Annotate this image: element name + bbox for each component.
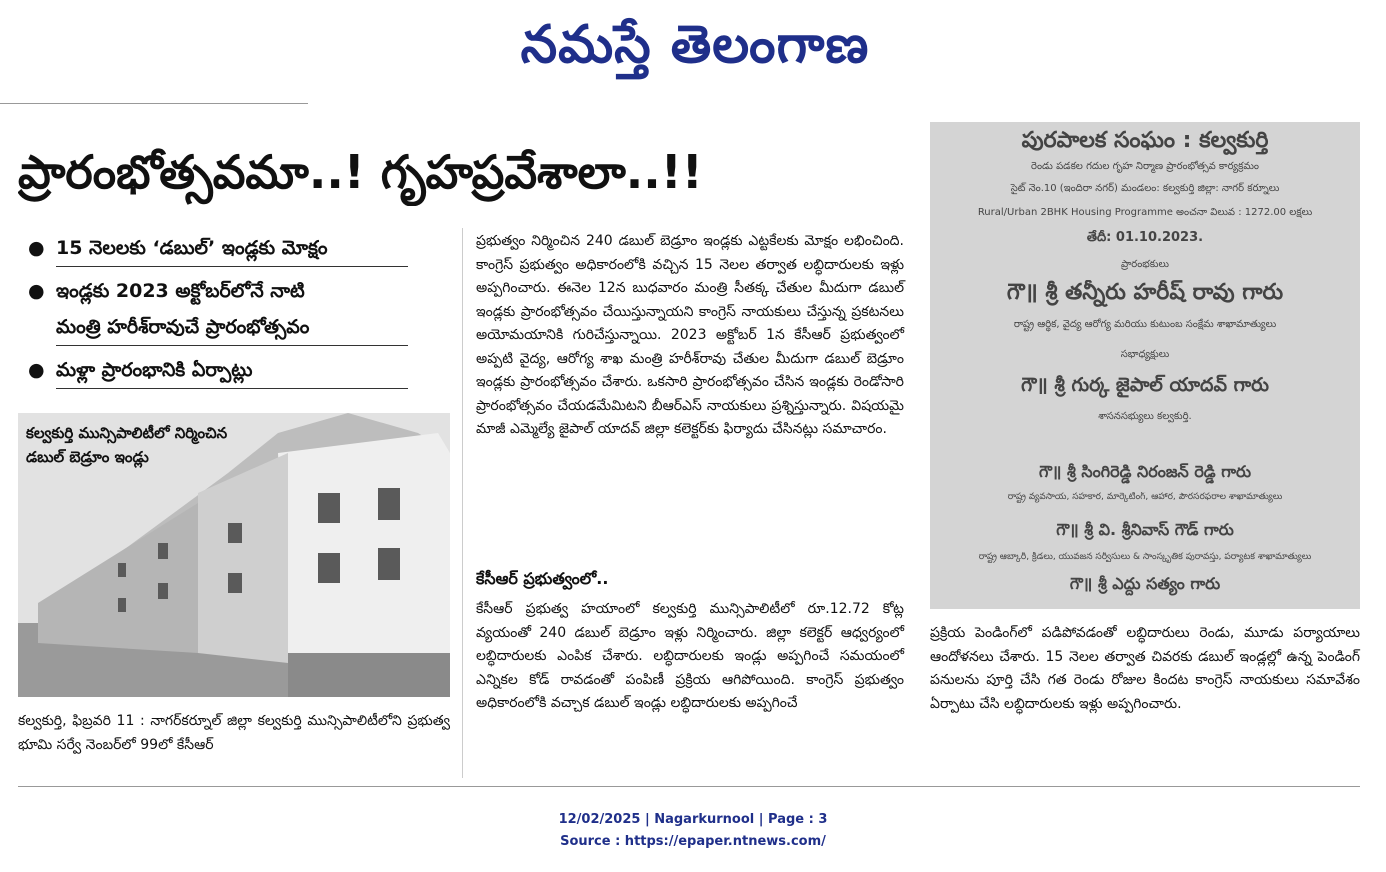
plaque-line: సైట్ నెం.10 (ఇందిరా నగర్) మండలం: కల్వకుర్తి జిల్లా: నాగర్ కర్నూలు (1010, 183, 1280, 194)
bullet-item (18, 230, 408, 267)
plaque-line: రెండు పడకల గదుల గృహ నిర్మాణ ప్రారంభోత్సవ కార్యక్రమం (1031, 161, 1259, 172)
article-headline: ప్రారంభోత్సవమా..! గృహప్రవేశాలా..!! (18, 145, 703, 199)
footer-source: Source : https://epaper.ntnews.com/ (560, 834, 826, 849)
inauguration-plaque-photo (930, 122, 1360, 609)
bullet-icon: ● (28, 359, 45, 381)
plaque-line: రాష్ట్ర వ్యవసాయ, సహకార, మార్కెటింగ్, ఆహార, పౌరసరఫరాల శాఖామాత్యులు (1007, 492, 1283, 502)
plaque-name: గౌ॥ శ్రీ వి. శ్రీనివాస్ గౌడ్ గారు (1056, 520, 1234, 539)
article-text-col2-continued: కేసీఆర్ ప్రభుత్వ హయాంలో కల్వకుర్తి మున్సిపాలిటీలో రూ.12.72 కోట్ల వ్యయంతో 240 డబుల్ బెడ్రూం ఇళ్లు నిర్మించారు. జిల్లా కలెక్టర్ ఆధ్వర్యంలో లబ్ధిదారులకు ఎంపిక చేశారు. లబ్ధిదారులకు ఇండ్లు అప్పగించే సమయంలో ఎన్నికల కోడ్ రావడంతో పంపిణీ ప్రక్రియ ఆగిపోయింది. కాంగ్రెస్ ప్రభుత్వం అధికారంలోకి వచ్చాక డబుల్ ఇండ్లు లబ్ధిదారులకు అప్పగించే (476, 601, 904, 711)
footer-date-page: 12/02/2025 | Nagarkurnool | Page : 3 (558, 812, 828, 827)
bullet-item (18, 352, 408, 389)
photo-caption: కల్వకుర్తి మున్సిపాలిటీలో నిర్మించిన డబుల్ బెడ్రూం ఇండ్లు (26, 424, 228, 466)
plaque-name: గౌ॥ శ్రీ గుర్క జైపాల్ యాదవ్ గారు (1021, 374, 1269, 396)
bullet-icon: ● (28, 280, 45, 302)
plaque-title: పురపాలక సంఘం : కల్వకుర్తి (1021, 128, 1269, 153)
highlight-bullets (18, 230, 408, 395)
plaque-line: శాసనసభ్యులు కల్వకుర్తి. (1098, 411, 1192, 422)
top-divider (0, 103, 308, 104)
article-text-col2: ప్రభుత్వం నిర్మించిన 240 డబుల్ బెడ్రూం ఇండ్లకు ఎట్టకేలకు మోక్షం లభించింది. కాంగ్రెస్ ప్రభుత్వం అధికారంలోకి వచ్చిన 15 నెలల తర్వాత లబ్ధిదారులకు ఇళ్లు అప్పగించారు. ఈనెల 12న బుధవారం మంత్రి సీతక్క చేతుల మీదుగా డబుల్ ఇండ్లకు ప్రారంభోత్సవం చేయిస్తున్నాయని కాంగ్రెస్ నాయకులు చేస్తున్న ప్రకటనలు అయోమయానికి గురిచేస్తున్నాయి. 2023 అక్టోబర్ 1న కేసీఆర్ ప్రభుత్వంలో అప్పటి వైద్య, ఆరోగ్య శాఖ మంత్రి హరీశ్‌రావు చేతుల మీదుగా డబుల్ బెడ్రూం ఇండ్లకు ప్రారంభోత్సవం చేశారు. ఒకసారి ప్రారంభోత్సవం చేసిన ఇండ్లకు రెండోసారి ప్రారంభోత్సవం చేయడమేమిటని బీఆర్‌ఎస్ నాయకులు ప్రశ్నిస్తున్నారు. విషయమై మాజీ ఎమ్మెల్యే జైపాల్ యాదవ్ జిల్లా కలెక్టర్‌కు ఫిర్యాదు చేసినట్లు సమాచారం. (476, 233, 904, 437)
article-text-col1: కల్వకుర్తి, ఫిబ్రవరి 11 : నాగర్‌కర్నూల్ జిల్లా కల్వకుర్తి మున్సిపాలిటీలోని ప్రభుత్వ భూమి సర్వే నెంబర్‌లో 99లో కేసీఆర్ (18, 713, 450, 753)
bottom-divider (18, 786, 1360, 787)
article-subheading: కేసీఆర్ ప్రభుత్వంలో.. (476, 569, 609, 588)
article-text-col3: ప్రక్రియ పెండింగ్‌లో పడిపోవడంతో లబ్ధిదారులు రెండు, మూడు పర్యాయాలు ఆందోళనలు చేశారు. 15 నెలల తర్వాత చివరకు డబుల్ ఇండ్లల్లో ఉన్న పెండింగ్ పనులను పూర్తి చేసి గత రెండు రోజుల కిందట కాంగ్రెస్ నాయకులు సమావేశం ఏర్పాటు చేసి లబ్ధిదారులకు ఇళ్లు అప్పగించారు. (930, 625, 1360, 712)
bullet-text-continued: మంత్రి హరీశ్‌రావుచే ప్రారంభోత్సవం (56, 309, 408, 346)
bullet-text: మళ్లా ప్రారంభానికి ఏర్పాట్లు (56, 352, 408, 389)
plaque-name: గౌ॥ శ్రీ సింగిరెడ్డి నిరంజన్ రెడ్డి గారు (1039, 462, 1251, 481)
plaque-line: రాష్ట్ర ఆర్థిక, వైద్య ఆరోగ్య మరియు కుటుంబ సంక్షేమ శాఖామాత్యులు (1013, 319, 1277, 330)
plaque-date: తేదీ: 01.10.2023. (1086, 230, 1204, 245)
newspaper-masthead: నమస్తే తెలంగాణ (520, 14, 870, 75)
bullet-text: ఇండ్లకు 2023 అక్టోబర్‌లోనే నాటి (56, 280, 305, 302)
housing-photo (18, 413, 450, 697)
bullet-text: 15 నెలలకు ‘డబుల్’ ఇండ్లకు మోక్షం (56, 230, 408, 267)
plaque-line: సభాధ్యక్షులు (1120, 349, 1170, 360)
bullet-icon: ● (28, 237, 45, 259)
column-divider (462, 228, 463, 778)
plaque-name: గౌ॥ శ్రీ ఎద్దు సత్యం గారు (1069, 574, 1221, 593)
plaque-line: Rural/Urban 2BHK Housing Programme అంచనా విలువ : 1272.00 లక్షలు (977, 207, 1313, 218)
bullet-item (18, 273, 408, 346)
plaque-name: గౌ॥ శ్రీ తన్నీరు హరీష్ రావు గారు (1006, 280, 1284, 305)
plaque-line: ప్రారంభకులు (1120, 259, 1170, 270)
plaque-line: రాష్ట్ర ఆబ్కారీ, క్రీడలు, యువజన సర్వీసులు & సాంస్కృతిక పురావస్తు, పర్యాటక శాఖామాత్యులు (978, 552, 1312, 562)
